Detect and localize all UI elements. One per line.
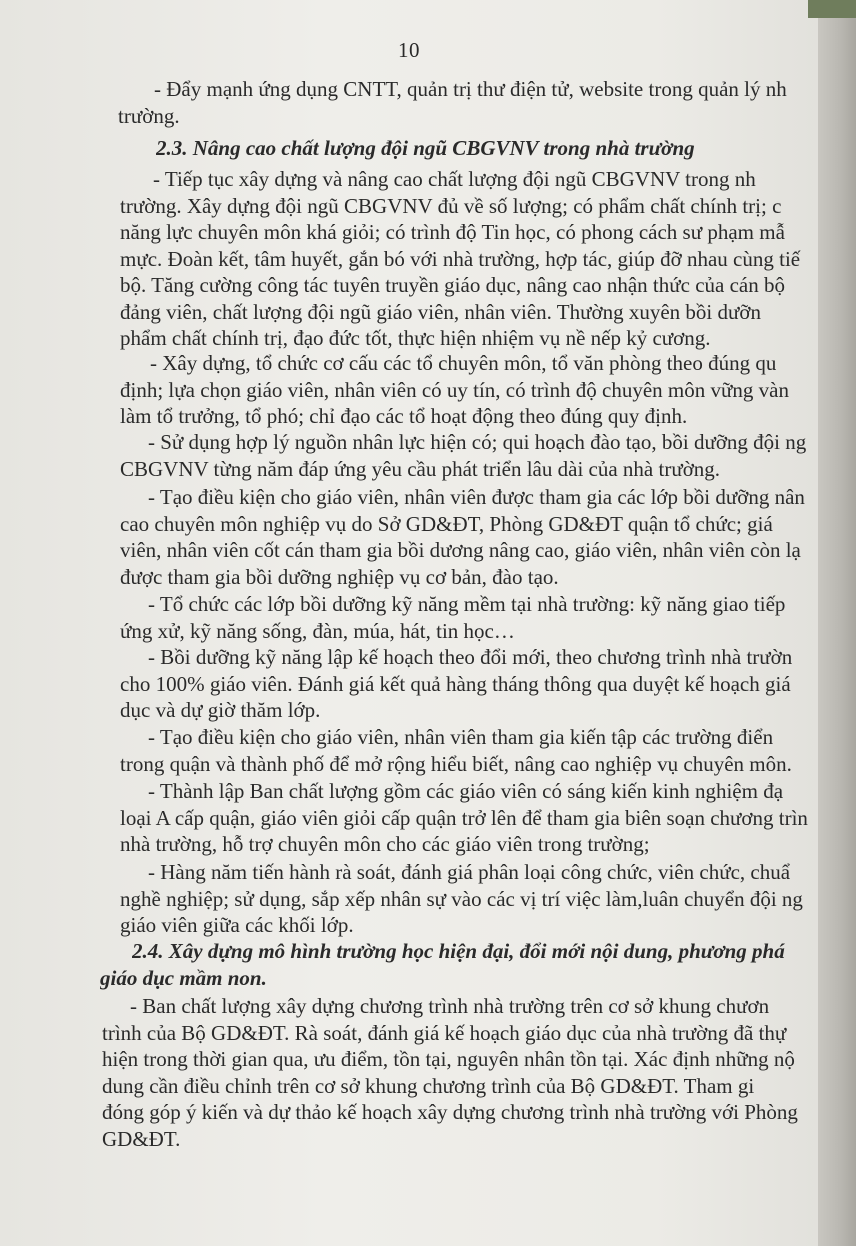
paragraph-planning-line: cho 100% giáo viên. Đánh giá kết quả hàng tháng thông qua duyệt kế hoạch giá [120,671,791,696]
paragraph-training-line: - Tạo điều kiện cho giáo viên, nhân viên được tham gia các lớp bồi dưỡng nân [148,485,805,509]
paragraph-cntt-line: trường. [118,103,180,128]
paragraph-team-quality-line: mực. Đoàn kết, tâm huyết, gắn bó với nhà trường, hợp tác, giúp đỡ nhau cùng tiế [120,246,801,271]
paragraph-cntt-line: - Đẩy mạnh ứng dụng CNTT, quản trị thư điện tử, website trong quản lý nh [154,77,787,101]
paragraph-annual-review-line: giáo viên giữa các khối lớp. [120,913,354,937]
paragraph-program-line: dung cần điều chỉnh trên cơ sở khung chương trình của Bộ GD&ĐT. Tham gi [102,1073,755,1098]
paragraph-field-trips-line: trong quận và thành phố để mở rộng hiểu biết, nâng cao nghiệp vụ chuyên môn. [120,751,792,776]
paragraph-program-line: GD&ĐT. [102,1126,181,1151]
paragraph-quality-board-line: nhà trường, hỗ trợ chuyên môn cho các giáo viên trong trường; [120,832,650,856]
heading-2-3-line: 2.3. Nâng cao chất lượng đội ngũ CBGVNV trong nhà trường [156,136,695,160]
paragraph-program-line: hiện trong thời gian qua, ưu điểm, tồn tại, nguyên nhân tồn tại. Xác định những nộ [102,1047,795,1071]
paragraph-planning-line: - Bồi dưỡng kỹ năng lập kế hoạch theo đổi mới, theo chương trình nhà trườn [148,645,793,669]
paragraph-team-quality-line: trường. Xây dựng đội ngũ CBGVNV đủ về số lượng; có phẩm chất chính trị; c [120,193,782,218]
paragraph-quality-board-line: - Thành lập Ban chất lượng gồm các giáo viên có sáng kiến kinh nghiệm đạ [148,779,784,803]
paragraph-human-resources-line: - Sử dụng hợp lý nguồn nhân lực hiện có; qui hoạch đào tạo, bồi dưỡng đội ng [148,430,807,454]
paragraph-quality-board-line: loại A cấp quận, giáo viên giỏi cấp quận trở lên để tham gia biên soạn chương trìn [120,805,808,830]
paragraph-annual-review-line: nghề nghiệp; sử dụng, sắp xếp nhân sự vào các vị trí việc làm,luân chuyển đội ng [120,886,803,911]
paragraph-program-line: đóng góp ý kiến và dự thảo kế hoạch xây dựng chương trình nhà trường với Phòng [102,1100,798,1124]
paragraph-training-line: được tham gia bồi dưỡng nghiệp vụ cơ bản, đào tạo. [120,564,559,589]
paragraph-soft-skills-line: ứng xử, kỹ năng sống, đàn, múa, hát, tin học… [120,618,515,643]
paragraph-team-quality-line: phẩm chất chính trị, đạo đức tốt, thực hiện nhiệm vụ nề nếp kỷ cương. [120,326,711,350]
heading-2-4-line: 2.4. Xây dựng mô hình trường học hiện đại, đổi mới nội dung, phương phá [132,939,785,963]
paragraph-soft-skills-line: - Tổ chức các lớp bồi dưỡng kỹ năng mềm tại nhà trường: kỹ năng giao tiếp [148,592,786,616]
paragraph-team-quality-line: đảng viên, chất lượng đội ngũ giáo viên, nhân viên. Thường xuyên bồi dưỡn [120,299,761,324]
paragraph-team-quality-line: năng lực chuyên môn khá giỏi; có trình độ Tin học, có phong cách sư phạm mẫ [120,220,785,244]
binding-strip [808,0,856,18]
page-number: 10 [398,38,420,62]
paragraph-human-resources-line: CBGVNV từng năm đáp ứng yêu cầu phát triển lâu dài của nhà trường. [120,456,721,481]
paragraph-team-quality-line: - Tiếp tục xây dựng và nâng cao chất lượng đội ngũ CBGVNV trong nh [153,167,756,191]
paragraph-structure-line: làm tổ trưởng, tổ phó; chỉ đạo các tổ hoạt động theo đúng quy định. [120,404,688,428]
paragraph-team-quality-line: bộ. Tăng cường công tác tuyên truyền giáo dục, nâng cao nhận thức của cán bộ [120,273,786,297]
paragraph-training-line: cao chuyên môn nghiệp vụ do Sở GD&ĐT, Phòng GD&ĐT quận tổ chức; giá [120,511,773,536]
heading-2-4-line: giáo dục mầm non. [100,965,267,990]
paragraph-training-line: viên, nhân viên cốt cán tham gia bồi dương nâng cao, giáo viên, nhân viên còn lạ [120,538,801,562]
paragraph-structure-line: - Xây dựng, tổ chức cơ cấu các tổ chuyên môn, tổ văn phòng theo đúng qu [150,351,777,375]
paragraph-planning-line: dục và dự giờ thăm lớp. [120,698,321,722]
paragraph-structure-line: định; lựa chọn giáo viên, nhân viên có uy tín, có trình độ chuyên môn vững vàn [120,377,789,402]
next-page-edge [818,0,856,1246]
paragraph-annual-review-line: - Hàng năm tiến hành rà soát, đánh giá phân loại công chức, viên chức, chuẩ [148,860,791,884]
paragraph-program-line: - Ban chất lượng xây dựng chương trình nhà trường trên cơ sở khung chươn [130,994,770,1018]
paragraph-field-trips-line: - Tạo điều kiện cho giáo viên, nhân viên tham gia kiến tập các trường điển [148,725,774,749]
paragraph-program-line: trình của Bộ GD&ĐT. Rà soát, đánh giá kế hoạch giáo dục của nhà trường đã thự [102,1020,787,1045]
